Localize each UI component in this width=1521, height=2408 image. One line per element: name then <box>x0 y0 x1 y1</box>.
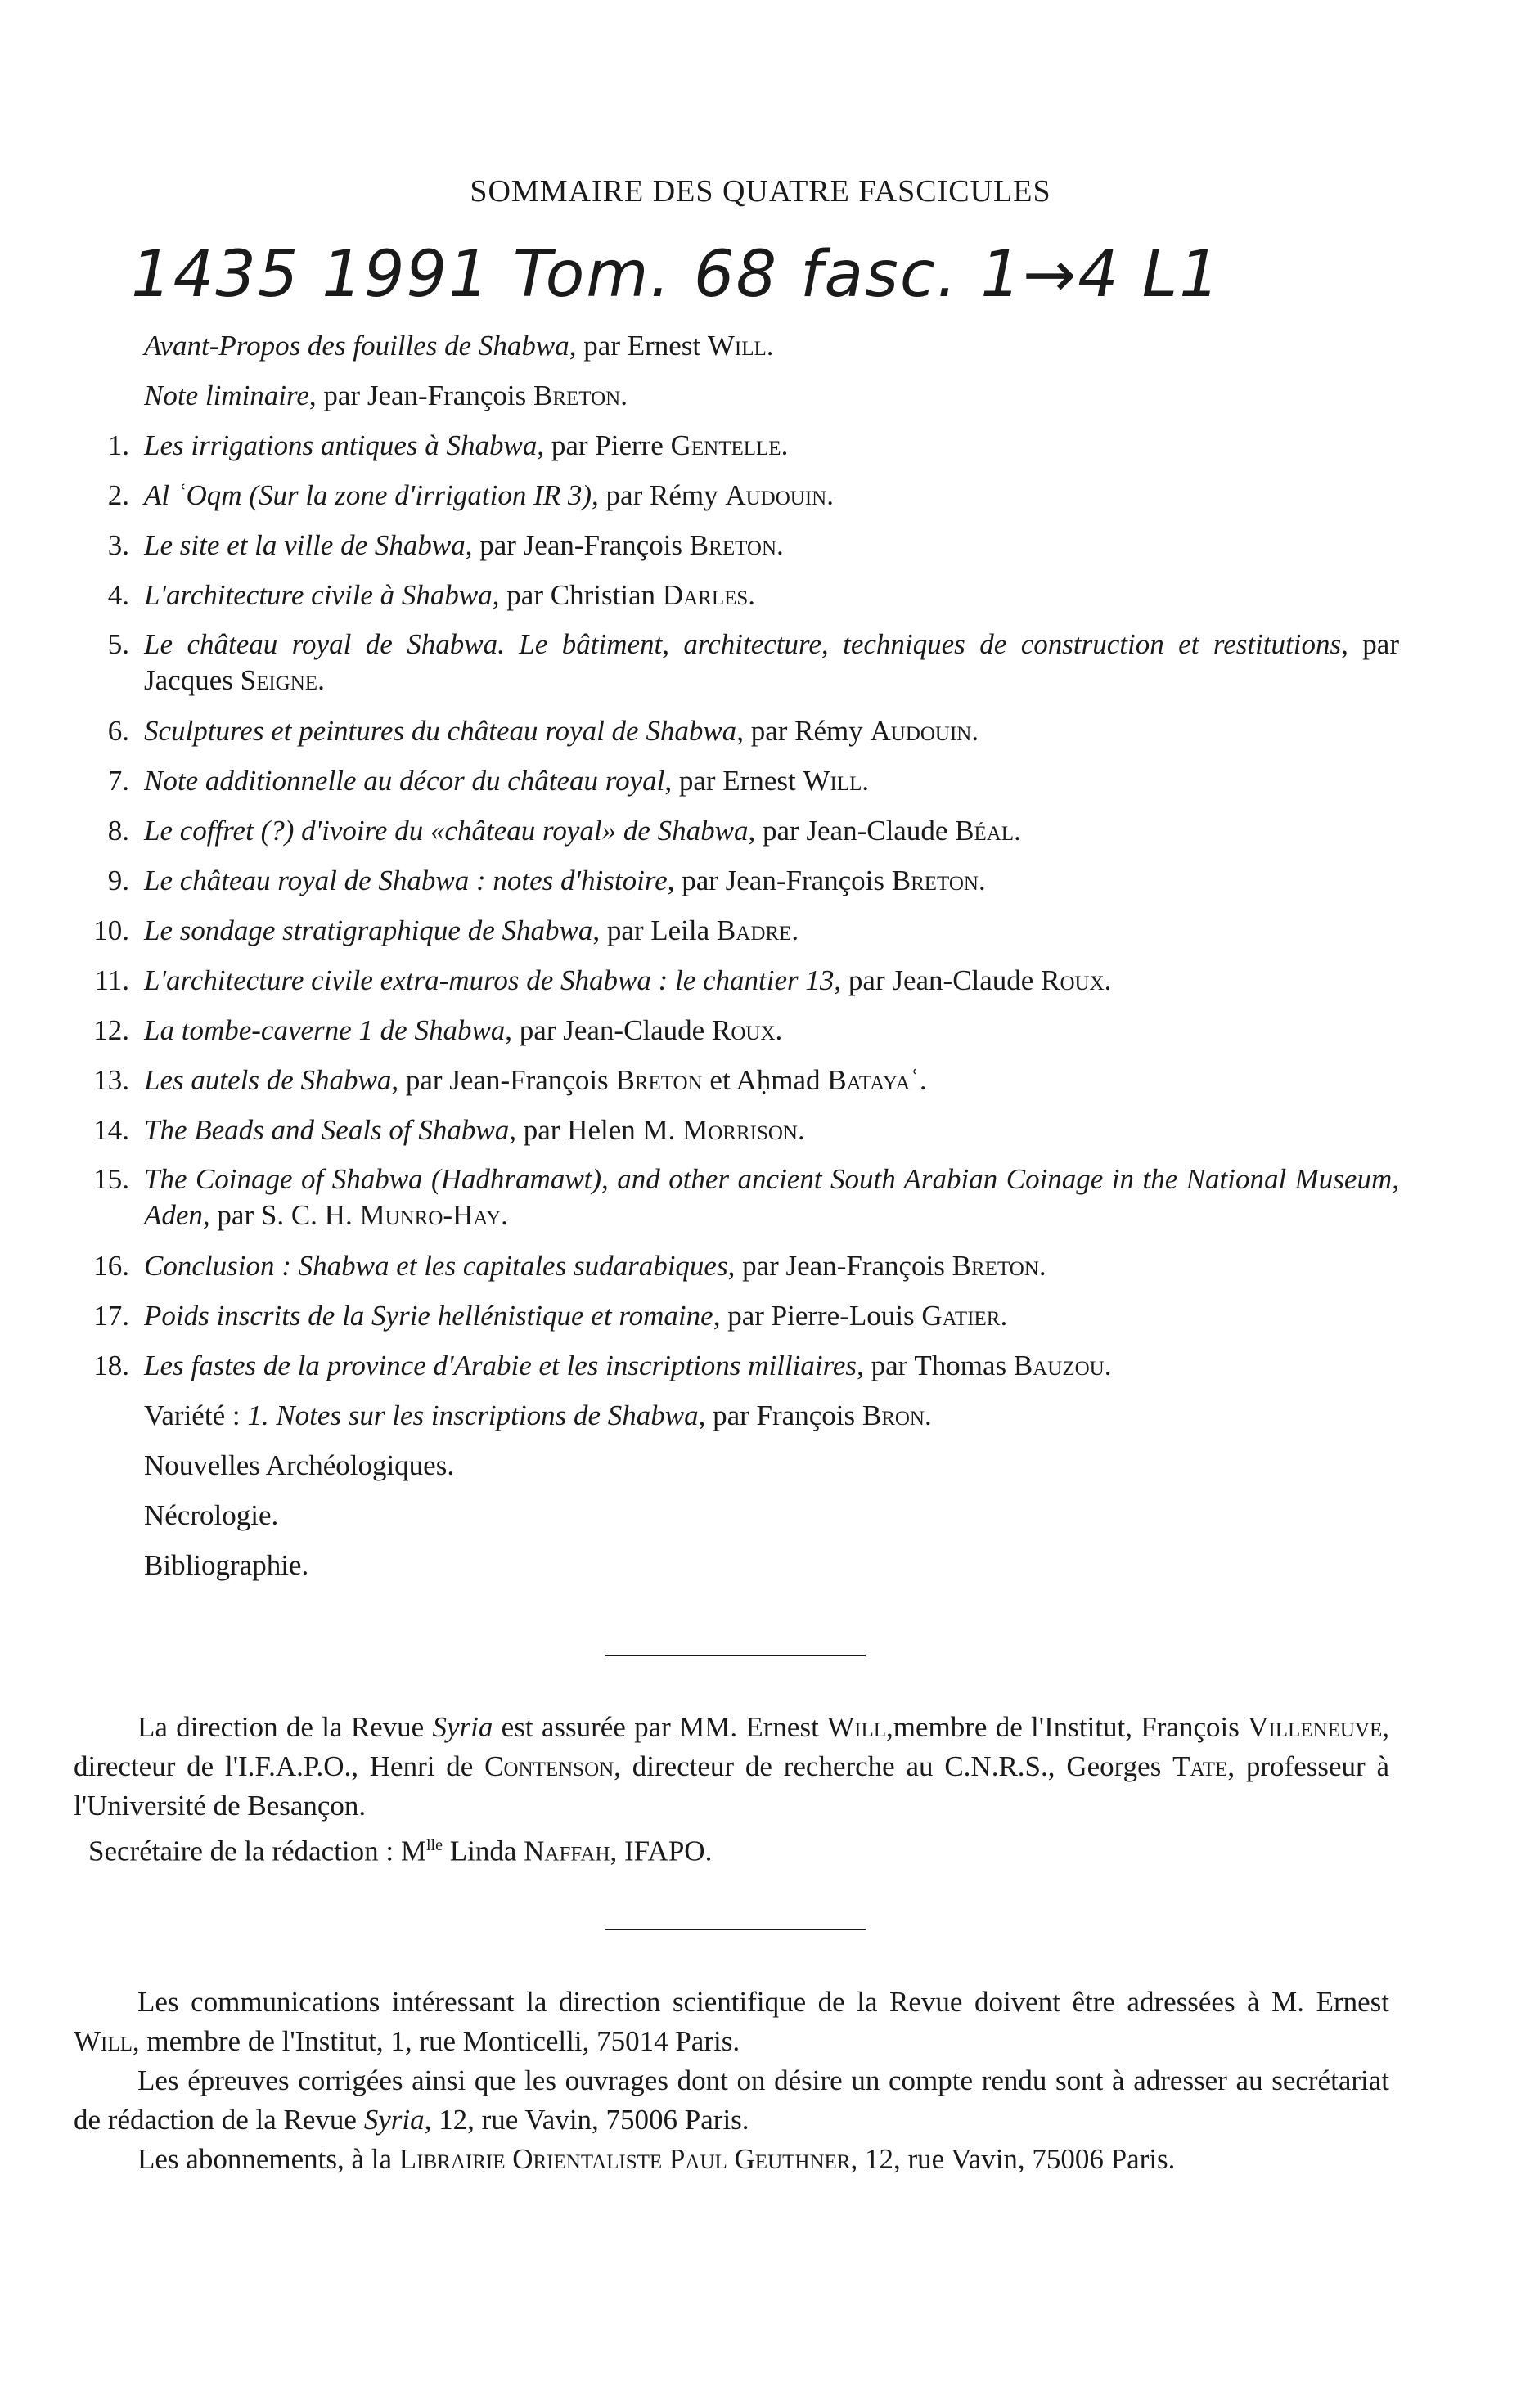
person-name: Tate <box>1172 1750 1228 1782</box>
entry-tail: . <box>775 1014 783 1046</box>
entry-author: Gatier <box>921 1300 1001 1332</box>
chapter-item <box>74 520 1399 570</box>
entry-author: Roux <box>1041 964 1105 996</box>
entry-tail: . <box>1000 1300 1008 1332</box>
entry-author: Béal <box>955 815 1015 847</box>
entry-sep: , par Jean-François <box>727 1250 952 1282</box>
entry-tail: . <box>501 1199 508 1231</box>
person-name: Will <box>827 1711 887 1743</box>
chapter-item <box>74 806 1399 856</box>
entry-tail: . <box>826 479 834 511</box>
chapter-item <box>74 706 1399 756</box>
entry-sep: , par Rémy <box>736 715 871 747</box>
page-title: SOMMAIRE DES QUATRE FASCICULES <box>470 174 1051 209</box>
chapter-number: 18. <box>93 1350 129 1381</box>
text-run: , directeur de l'I.F.A.P.O., Henri de <box>74 1711 1389 1782</box>
entry-author: Breton <box>533 380 621 411</box>
entry-sep: , par Jacques <box>144 628 1399 696</box>
extra-item: Nécrologie. <box>144 1499 279 1531</box>
entry-tail: . <box>748 579 756 611</box>
entry-author: Breton <box>952 1250 1039 1282</box>
text-run: , membre de l'Institut, 1, rue Monticelli, 75014 Paris. <box>132 2025 740 2057</box>
entry-tail-2: ʿ. <box>910 1064 927 1096</box>
text-run: , IFAPO. <box>610 1835 713 1867</box>
entry-title: The Coinage of Shabwa (Hadhramawt), and other ancient South Arabian Coinage in the National Museum, Aden <box>144 1163 1399 1231</box>
chapter-number: 15. <box>93 1163 129 1195</box>
entry-sep: , par Christian <box>492 579 663 611</box>
entry-title: La tombe-caverne 1 de Shabwa <box>144 1014 506 1046</box>
chapter-number: 3. <box>107 529 129 561</box>
chapter-item <box>74 570 1399 620</box>
entry-sep: , par Ernest <box>664 765 803 797</box>
communications-paragraph <box>74 1983 1389 2179</box>
entry-tail: . <box>791 914 799 946</box>
chapter-number: 1. <box>107 429 129 461</box>
entry-tail: . <box>971 715 979 747</box>
entry-sep: , par Thomas <box>857 1350 1014 1381</box>
entry-title: Conclusion : Shabwa et les capitales sudarabiques <box>144 1250 728 1282</box>
person-name: Will <box>74 2025 133 2057</box>
entry-tail: . <box>317 664 325 696</box>
chapter-item <box>74 1341 1399 1390</box>
text-run: , 12, rue Vavin, 75006 Paris. <box>424 2104 749 2136</box>
journal-name: Syria <box>363 2104 425 2136</box>
publisher-name: Librairie Orientaliste Paul Geuthner <box>398 2143 851 2175</box>
entry-sep: , par Ernest <box>569 330 708 362</box>
table-of-contents <box>74 321 1399 1590</box>
entry-tail: et Aḥmad <box>702 1064 828 1096</box>
chapter-number: 12. <box>93 1014 129 1046</box>
chapter-item <box>74 1241 1399 1291</box>
extra-item: Bibliographie. <box>144 1549 309 1581</box>
entry-title: Sculptures et peintures du château royal de Shabwa <box>144 715 737 747</box>
entry-tail: . <box>766 330 774 362</box>
entry-tail: . <box>1104 1350 1112 1381</box>
entry-sep: , par Pierre <box>537 429 671 461</box>
chapter-number: 13. <box>93 1064 129 1096</box>
journal-name: Syria <box>432 1711 493 1743</box>
entry-author: Darles <box>662 579 749 611</box>
entry-title: Avant-Propos des fouilles de Shabwa <box>144 330 569 362</box>
entry-title: Les autels de Shabwa <box>144 1064 392 1096</box>
entry-title: Les fastes de la province d'Arabie et les inscriptions milliaires <box>144 1350 857 1381</box>
entry-sep: , par Jean-Claude <box>834 964 1042 996</box>
entry-author: Will <box>803 765 862 797</box>
entry-author-2: Bataya <box>827 1064 911 1096</box>
entry-title: Note additionnelle au décor du château royal <box>144 765 665 797</box>
entry-author: Morrison <box>682 1114 798 1146</box>
entry-tail: . <box>776 529 784 561</box>
handwritten-note-text: 1435 1991 Tom. 68 fasc. 1→4 L1 <box>131 238 1222 312</box>
text-run: La direction de la Revue <box>137 1711 433 1743</box>
text-run: Les abonnements, à la <box>137 2143 399 2175</box>
text-run: Secrétaire de la rédaction : M <box>88 1835 426 1867</box>
entry-sep: , par Jean-François <box>667 865 892 896</box>
entry-sep: , par Jean-François <box>308 380 533 411</box>
chapter-item <box>74 1291 1399 1341</box>
entry-sep: , par Jean-Claude <box>748 815 956 847</box>
chapter-number: 16. <box>93 1250 129 1282</box>
person-name: Contenson <box>484 1750 614 1782</box>
chapter-item <box>74 1105 1399 1155</box>
entry-title: Le château royal de Shabwa. Le bâtiment, architecture, techniques de construction et restitutions <box>144 628 1342 660</box>
chapter-number: 9. <box>107 865 129 896</box>
communications-text <box>74 1983 1389 2061</box>
chapter-item <box>74 470 1399 520</box>
entry-author: Roux <box>711 1014 776 1046</box>
entry-title: Les irrigations antiques à Shabwa <box>144 429 538 461</box>
entry-author: Badre <box>716 914 792 946</box>
chapter-number: 14. <box>93 1114 129 1146</box>
entry-sep: , par Jean-François <box>391 1064 616 1096</box>
entry-sep: , par Rémy <box>592 479 726 511</box>
entry-sep: , par Jean-Claude <box>505 1014 712 1046</box>
chapter-number: 5. <box>107 628 129 660</box>
text-run: est assurée par MM. Ernest <box>493 1711 828 1743</box>
chapter-number: 6. <box>107 715 129 747</box>
text-run: Les épreuves corrigées ainsi que les ouvrages dont on désire un compte rendu sont à adresser au secrétariat de rédaction de la Revue <box>74 2064 1389 2136</box>
chapter-item <box>74 1005 1399 1055</box>
entry-author: Bron <box>862 1399 925 1431</box>
entry-tail: . <box>924 1399 932 1431</box>
chapter-item <box>74 420 1399 470</box>
chapter-number: 17. <box>93 1300 129 1332</box>
entry-author: Breton <box>891 865 979 896</box>
divider-rule <box>605 1929 866 1930</box>
entry-title: Poids inscrits de la Syrie hellénistique et romaine <box>144 1300 713 1332</box>
entry-sep: , par Helen M. <box>509 1114 683 1146</box>
person-name: Villeneuve <box>1248 1711 1383 1743</box>
entry-author: Seigne <box>240 664 318 696</box>
entry-author: Bauzou <box>1013 1350 1105 1381</box>
entry-tail: . <box>978 865 986 896</box>
text-run: Les communications intéressant la direction scientifique de la Revue doivent être adressées à M. Ernest <box>137 1986 1389 2018</box>
direction-text <box>74 1708 1389 1826</box>
extra-item: Nouvelles Archéologiques. <box>144 1449 455 1481</box>
entry-title: L'architecture civile à Shabwa <box>144 579 493 611</box>
front-matter-item <box>74 371 1399 420</box>
entry-title: L'architecture civile extra-muros de Shabwa : le chantier 13 <box>144 964 835 996</box>
entry-sep: , par François <box>698 1399 862 1431</box>
handwritten-annotation <box>131 231 1407 321</box>
variete-item <box>74 1390 1399 1440</box>
chapter-item <box>74 1155 1399 1241</box>
entry-title: Le château royal de Shabwa : notes d'histoire <box>144 865 668 896</box>
entry-sep: , par Pierre-Louis <box>713 1300 922 1332</box>
handwritten-note-graphic <box>131 231 1407 321</box>
text-run: , 12, rue Vavin, 75006 Paris. <box>850 2143 1176 2175</box>
chapter-number: 10. <box>93 914 129 946</box>
text-run: , directeur de recherche au C.N.R.S., Georges <box>614 1750 1173 1782</box>
divider-rule <box>605 1655 866 1656</box>
chapter-number: 4. <box>107 579 129 611</box>
title-abbrev: lle <box>426 1836 443 1854</box>
entry-tail: . <box>1104 964 1112 996</box>
entry-tail: . <box>862 765 870 797</box>
text-run: Linda <box>443 1835 524 1867</box>
entry-sep: , par Jean-François <box>465 529 690 561</box>
chapter-number: 7. <box>107 765 129 797</box>
entry-author: Breton <box>615 1064 703 1096</box>
entry-tail: . <box>620 380 628 411</box>
chapter-number: 8. <box>107 815 129 847</box>
entry-title: 1. Notes sur les inscriptions de Shabwa <box>247 1399 699 1431</box>
entry-title: Note liminaire <box>144 380 309 411</box>
entry-sep: , par S. C. H. <box>202 1199 360 1231</box>
secretary-line <box>74 1826 1389 1871</box>
entry-tail: . <box>781 429 789 461</box>
person-name: Naffah <box>524 1835 610 1867</box>
chapter-item <box>74 905 1399 955</box>
subscriptions-text <box>74 2140 1389 2179</box>
text-run: ,membre de l'Institut, François <box>886 1711 1249 1743</box>
entry-tail: . <box>1038 1250 1046 1282</box>
entry-tail: . <box>1014 815 1021 847</box>
entry-author: Munro-Hay <box>359 1199 502 1231</box>
entry-author: Gentelle <box>670 429 781 461</box>
chapter-item <box>74 1055 1399 1105</box>
entry-sep: , par Leila <box>592 914 717 946</box>
entry-title: Le sondage stratigraphique de Shabwa <box>144 914 593 946</box>
chapter-item <box>74 620 1399 706</box>
entry-author: Audouin <box>725 479 827 511</box>
chapter-number: 11. <box>94 964 129 996</box>
entry-title: The Beads and Seals of Shabwa <box>144 1114 510 1146</box>
entry-title: Al ʿOqm (Sur la zone d'irrigation IR 3) <box>144 479 592 511</box>
entry-title: Le site et la ville de Shabwa <box>144 529 466 561</box>
entry-author: Breton <box>689 529 777 561</box>
chapter-number: 2. <box>107 479 129 511</box>
chapter-item <box>74 756 1399 806</box>
front-matter-item <box>74 321 1399 371</box>
direction-paragraph <box>74 1708 1389 1871</box>
proofs-text <box>74 2061 1389 2140</box>
entry-author: Audouin <box>870 715 972 747</box>
entry-title: Le coffret (?) d'ivoire du «château royal» de Shabwa <box>144 815 749 847</box>
chapter-item <box>74 856 1399 905</box>
entry-author: Will <box>707 330 767 362</box>
variete-prefix: Variété : <box>144 1399 248 1431</box>
chapter-item <box>74 955 1399 1005</box>
text-run: , professeur à l'Université de Besançon. <box>74 1750 1389 1822</box>
entry-tail: . <box>798 1114 805 1146</box>
